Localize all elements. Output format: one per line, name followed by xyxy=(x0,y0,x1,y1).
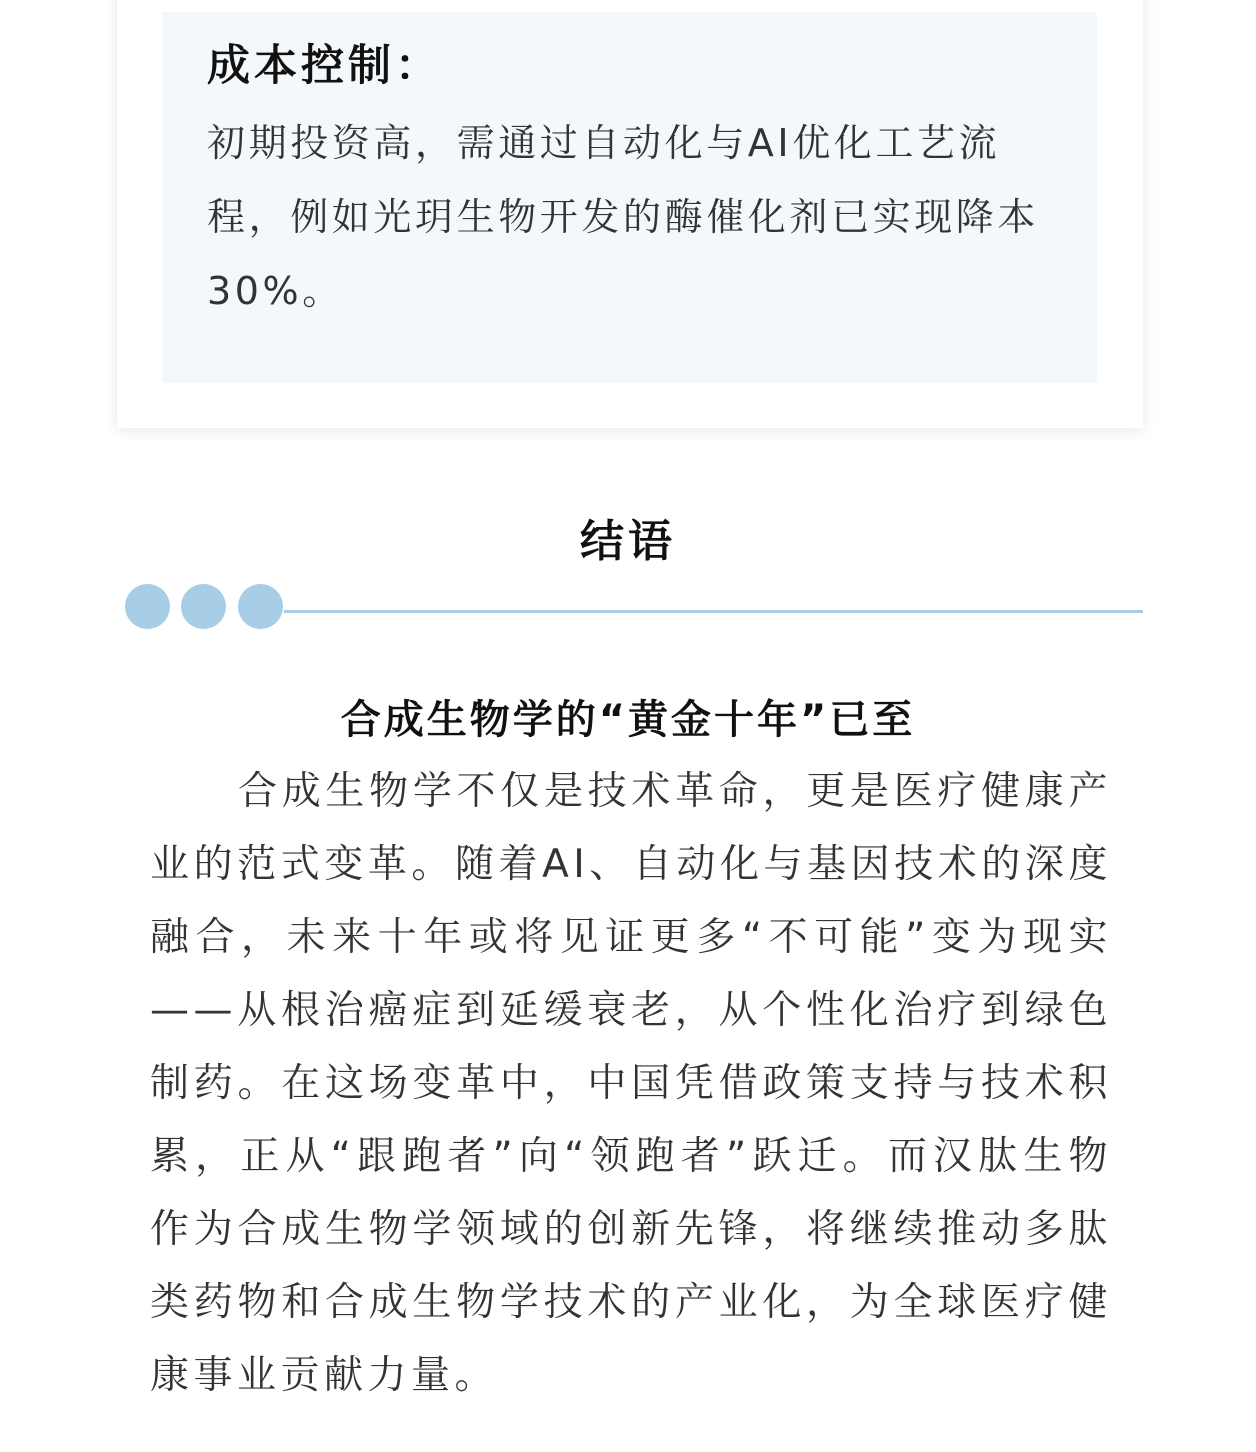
conclusion-paragraph: 合成生物学不仅是技术革命，更是医疗健康产业的范式变革。随着AI、自动化与基因技术的深度融合，未来十年或将见证更多“不可能”变为现实——从根治癌症到延缓衰老，从个性化治疗到绿色制药。在这场变革中，中国凭借政策支持与技术积累，正从“跟跑者”向“领跑者”跃迁。而汉肽生物作为合成生物学领域的创新先锋，将继续推动多肽类药物和合成生物学技术的产业化，为全球医疗健康事业贡献力量。 xyxy=(150,769,1112,1398)
section-title: 结语 xyxy=(580,516,676,567)
cost-control-text: 初期投资高，需通过自动化与AI优化工艺流程，例如光玥生物开发的酶催化剂已实现降本30%。 xyxy=(207,121,1040,313)
conclusion-subheading: 合成生物学的“黄金十年”已至 xyxy=(340,697,916,743)
divider-line xyxy=(284,610,1143,613)
divider-dot-3 xyxy=(238,584,283,629)
cost-control-heading: 成本控制： xyxy=(207,41,442,91)
divider-dot-2 xyxy=(181,584,226,629)
divider-dot-1 xyxy=(125,584,170,629)
section-divider xyxy=(124,583,1144,631)
